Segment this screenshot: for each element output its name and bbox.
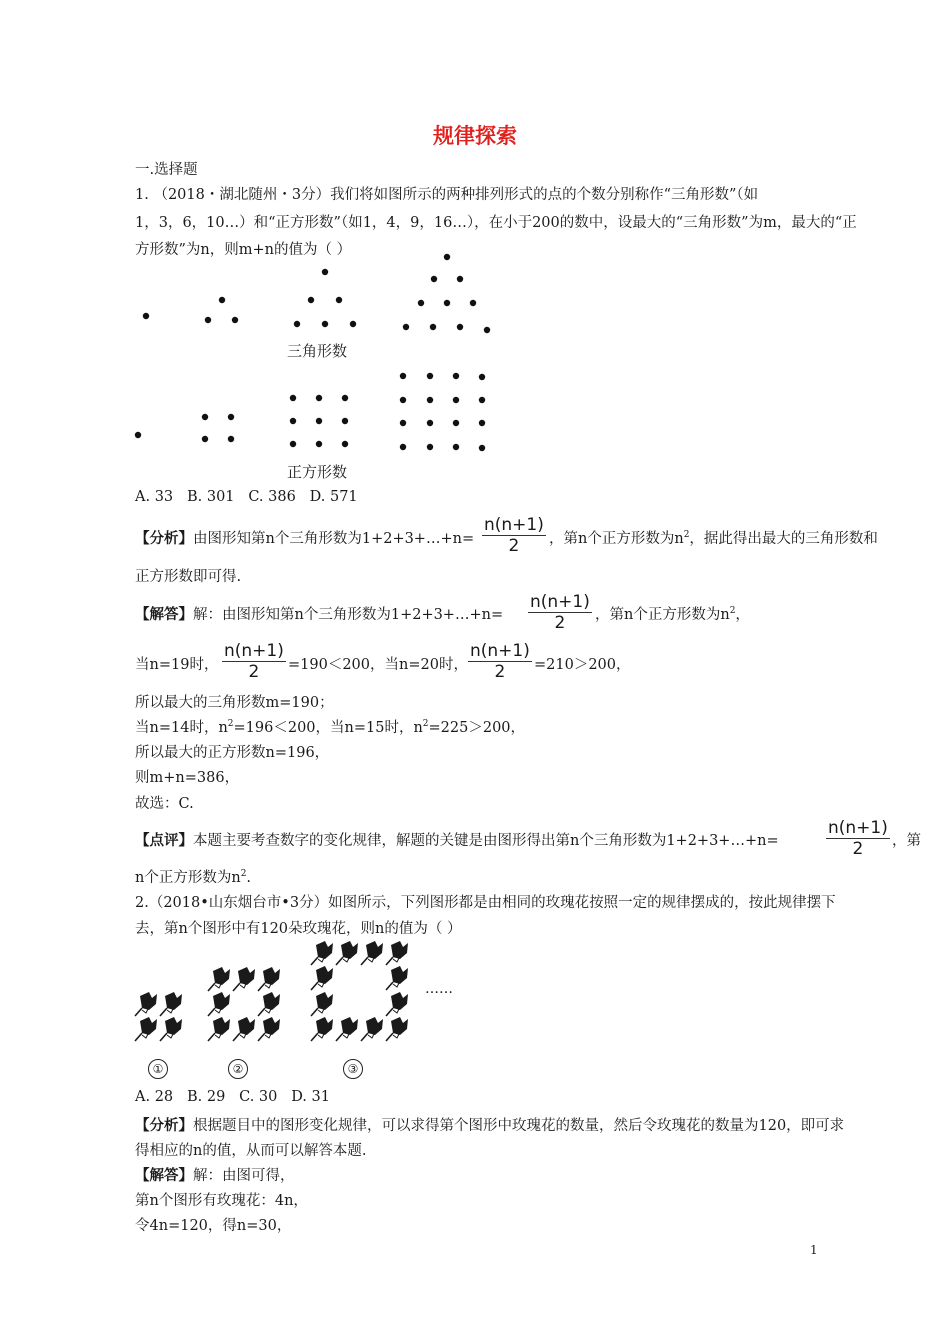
q2-options: A. 28 B. 29 C. 30 D. 31 — [135, 1089, 330, 1105]
fraction-denominator: 2 — [248, 662, 260, 682]
fraction-numerator: n(n+1) — [224, 641, 284, 661]
q1-comment-line2a: n个正方形数为n — [135, 870, 241, 886]
fraction-denominator: 2 — [554, 613, 566, 633]
q1-solution-line4c: =225＞200， — [428, 720, 526, 736]
fraction-numerator: n(n+1) — [484, 515, 544, 535]
q2-rose-figure — [128, 938, 468, 1088]
superscript: 2 — [422, 719, 429, 730]
q1-solution-line5: 所以最大的正方形数n=196， — [135, 745, 330, 761]
q1-solution-line3: 所以最大的三角形数m=190； — [135, 695, 334, 711]
page-title: 规律探索 — [433, 123, 517, 148]
q1-analysis-tag: 【分析】 — [135, 530, 193, 547]
q2-continuation-dots: …… — [425, 981, 453, 997]
superscript: 2 — [240, 869, 247, 880]
q1-solution-line2c: =210＞200， — [534, 657, 631, 673]
figure-label-3: ③ — [343, 1059, 363, 1079]
figure-label-1: ① — [148, 1059, 168, 1079]
figure-label-2: ② — [228, 1059, 248, 1079]
superscript: 2 — [683, 530, 690, 541]
q2-text-line1: 2.（2018•山东烟台市•3分）如图所示，下列图形都是由相同的玫瑰花按照一定的规律摆成的，按此规律摆下 — [135, 895, 836, 911]
q1-comment-text-b: ，第 — [892, 833, 921, 849]
q1-analysis-text-b: ，第n个正方形数为n — [549, 531, 684, 547]
fraction-numerator: n(n+1) — [828, 818, 888, 838]
q1-analysis-line2: 正方形数即可得. — [135, 569, 242, 585]
fraction-denominator: 2 — [494, 662, 506, 682]
fraction-denominator: 2 — [508, 536, 520, 556]
q1-solution-text: 解：由图形知第n个三角形数为1+2+3+…+n= — [193, 607, 504, 623]
q1-solution-line2a: 当n=19时， — [135, 657, 219, 673]
q1-solution-line2b: =190＜200，当n=20时， — [288, 657, 468, 673]
q1-solution-fraction-2 — [222, 641, 286, 682]
superscript: 2 — [227, 719, 234, 730]
q2-analysis-tag: 【分析】 — [135, 1117, 193, 1134]
q1-text-line2: 1，3，6，10…）和“正方形数”（如1，4，9，16…），在小于200的数中，设最大的“三角形数”为m，最大的“正 — [135, 215, 857, 231]
q1-solution-line7: 故选：C. — [135, 796, 194, 812]
square-number-label: 正方形数 — [287, 463, 348, 481]
q2-text-line2: 去，第n个图形中有120朵玫瑰花，则n的值为（ ） — [135, 921, 462, 937]
q1-solution-text-c: ， — [735, 607, 750, 623]
q1-solution-text-b: ，第n个正方形数为n — [595, 607, 730, 623]
triangular-number-label: 三角形数 — [287, 342, 348, 360]
q2-analysis-line1: 根据题目中的图形变化规律，可以求得第个图形中玫瑰花的数量，然后令玫瑰花的数量为120，即可求 — [193, 1118, 845, 1134]
fraction-denominator: 2 — [852, 839, 864, 859]
q1-solution-line4a: 当n=14时，n — [135, 720, 228, 736]
page-number: 1 — [810, 1243, 818, 1257]
fraction-numerator: n(n+1) — [530, 592, 590, 612]
q1-text-line1: 1. （2018・湖北随州・3分）我们将如图所示的两种排列形式的点的个数分别称作“三角形数”（如 — [135, 187, 759, 203]
q2-solution-line3: 令4n=120，得n=30， — [135, 1218, 292, 1234]
q1-solution-fraction — [528, 592, 592, 633]
superscript: 2 — [729, 606, 736, 617]
q1-dot-figure — [125, 245, 505, 485]
q1-solution-tag: 【解答】 — [135, 606, 193, 623]
q1-options: A. 33 B. 301 C. 386 D. 571 — [135, 489, 358, 505]
q1-text-line3: 方形数”为n，则m+n的值为（ ） — [135, 242, 352, 258]
q1-comment-line2b: . — [246, 870, 252, 886]
q2-solution-line2: 第n个图形有玫瑰花：4n， — [135, 1193, 308, 1209]
q1-solution-line4b: =196＜200，当n=15时，n — [233, 720, 423, 736]
q2-analysis-line2: 得相应的n的值，从而可以解答本题. — [135, 1143, 367, 1159]
q2-solution-line1: 解：由图可得， — [193, 1168, 295, 1184]
q1-solution-fraction-3 — [468, 641, 532, 682]
q1-comment-text: 本题主要考查数字的变化规律，解题的关键是由图形得出第n个三角形数为1+2+3+…+n= — [193, 833, 779, 849]
section-heading: 一.选择题 — [135, 162, 198, 178]
q1-analysis-fraction — [482, 515, 546, 556]
q1-comment-tag: 【点评】 — [135, 832, 193, 849]
fraction-numerator: n(n+1) — [470, 641, 530, 661]
q2-solution-tag: 【解答】 — [135, 1167, 193, 1184]
q1-analysis-text-c: ，据此得出最大的三角形数和 — [689, 531, 878, 547]
q1-solution-line6: 则m+n=386， — [135, 770, 240, 786]
q1-analysis-text: 由图形知第n个三角形数为1+2+3+…+n= — [193, 531, 475, 547]
q1-comment-fraction — [826, 818, 890, 859]
